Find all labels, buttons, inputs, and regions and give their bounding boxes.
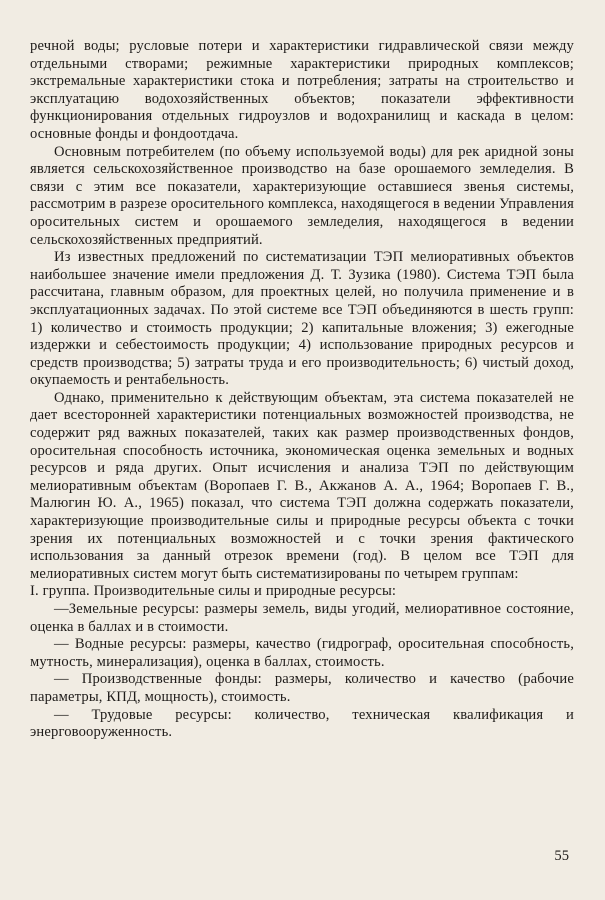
page-number: 55 — [554, 848, 569, 864]
paragraph-zuzik-system: Из известных предложений по систематизации ТЭП мелиоративных объектов наибольшее значение имели предложения Д. Т. Зузика (1980). Система ТЭП была рассчитана, главным образом, для проектных целей, но получила применение и в эксплуатационных задачах. По этой системе все ТЭП объединяются в шесть групп: 1) количество и стоимость продукции; 2) капитальные вложения; 3) ежегодные издержки и себестоимость продукции; 4) использование природных ресурсов и средств производства; 5) затраты труда и его производительность; 6) чистый доход, окупаемость и рентабельность. — [30, 249, 574, 389]
group-heading: I. группа. Производительные силы и природные ресурсы: — [30, 583, 397, 600]
paragraph-continued: речной воды; русловые потери и характеристики гидравлической связи между отдельными створами; режимные характеристики природных комплексов; экстремальные характеристики стока и потребления; затраты на строительство и эксплуатацию водохозяйственных объектов; показатели эффективности функционирования отдельных гидроузлов и водохранилищ и каскада в целом: основные фонды и фондоотдача. — [30, 38, 574, 142]
list-item-labor-resources: — Трудовые ресурсы: количество, техническая квалификация и энерговооруженность. — [30, 706, 574, 741]
list-item-production-funds: — Производственные фонды: размеры, количество и качество (рабочие параметры, КПД, мощность), стоимость. — [30, 671, 574, 705]
paragraph-however: Однако, применительно к действующим объектам, эта система показателей не дает всесторонней характеристики потенциальных возможностей производства, не содержит ряд важных показателей, таких как размер производственных фондов, оросительная способность источника, экономическая оценка земельных и водных ресурсов и ряда других. Опыт исчисления и анализа ТЭП по действующим мелиоративным объектам (Воропаев Г. В., Акжанов А. А., 1964; Воропаев Г. В., Малюгин Ю. А., 1965) показал, что система ТЭП должна содержать показатели, характеризующие производительные силы и природные ресурсы объекта с точки зрения их потенциальных возможностей и с точки зрения фактического использования за данный отрезок времени (год). В целом все ТЭП для мелиоративных систем могут быть систематизированы по четырем группам: — [30, 389, 574, 582]
list-item-land-resources: —Земельные ресурсы: размеры земель, виды угодий, мелиоративное состояние, оценка в баллах и в стоимости. — [30, 601, 574, 635]
paragraph-main-consumer: Основным потребителем (по объему используемой воды) для рек аридной зоны является сельскохозяйственное производство на базе орошаемого земледелия. В связи с этим все показатели, характеризующие оставшиеся звенья системы, рассмотрим в разрезе оросительного комплекса, находящегося в ведении Управления оросительных систем и орошаемого земледелия, находящегося в ведении сельскохозяйственных предприятий. — [30, 143, 574, 248]
body-text — [30, 38, 574, 742]
list-item-water-resources: — Водные ресурсы: размеры, качество (гидрограф, оросительная способность, мутность, минерализация), оценка в баллах, стоимость. — [30, 636, 574, 670]
